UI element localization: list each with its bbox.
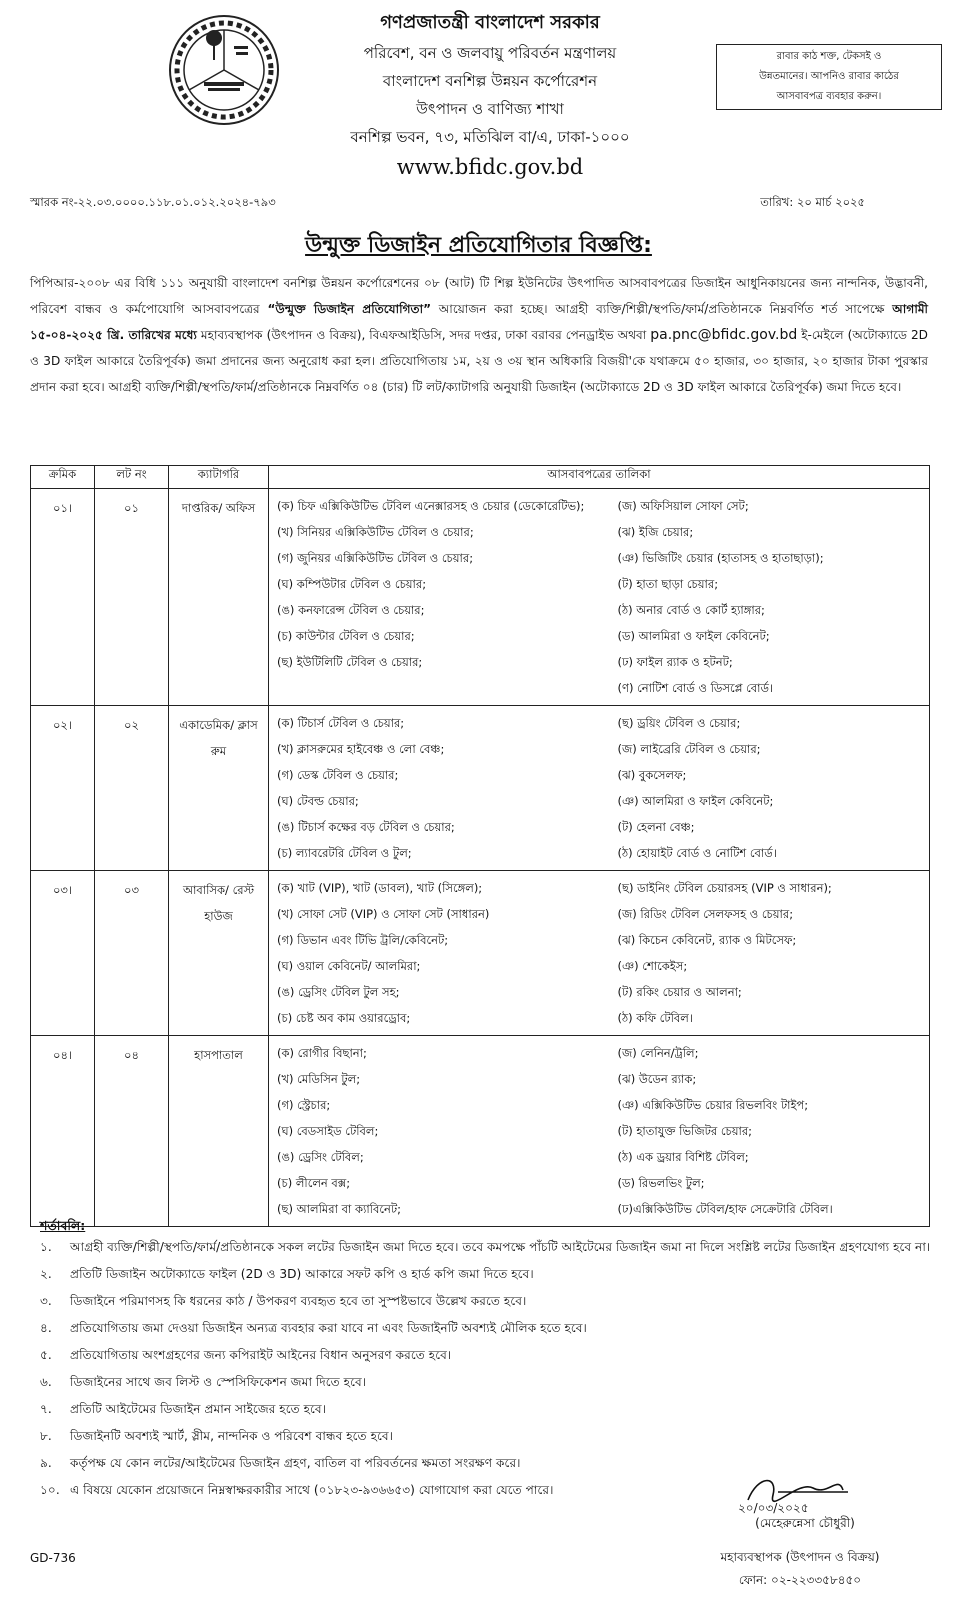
items-left xyxy=(269,489,610,706)
items-right xyxy=(610,871,930,1036)
list-item: (ঢ) ফাইল র‌্যাক ও হটনট; xyxy=(617,655,733,669)
list-item: (ঞ) আলমিরা ও ফাইল কেবিনেট; xyxy=(617,794,774,808)
row-lot: ০৩ xyxy=(95,871,169,1036)
signatory-phone: ফোন: ০২-২২৩৩৫৮৪৫০ xyxy=(738,1573,862,1587)
list-item: (ছ) আলমিরা বা ক্যাবিনেট; xyxy=(277,1202,401,1216)
list-item: (ট) হাতা ছাড়া চেয়ার; xyxy=(617,577,719,591)
terms-heading: শর্তাবলি: xyxy=(40,1218,86,1233)
header-corporation: বাংলাদেশ বনশিল্প উন্নয়ন কর্পোরেশন xyxy=(382,72,598,90)
list-item: (ঢ)এক্সিকিউটিভ টেবিল/হাফ সেক্রেটারি টেবিল। xyxy=(617,1202,833,1216)
list-item: (খ) ক্লাসরুমের হাইবেঞ্চ ও লো বেঞ্চ; xyxy=(277,742,445,756)
list-item: (ড) আলমিরা ও ফাইল কেবিনেট; xyxy=(617,629,770,643)
signature-date: ২০/০৩/২০২৫ xyxy=(738,1501,809,1514)
list-item: (ণ) নোটিশ বোর্ড ও ডিসপ্লে বোর্ড। xyxy=(617,681,774,695)
term-item xyxy=(40,1423,935,1450)
items-left xyxy=(269,871,610,1036)
list-item: (ঘ) টেবল্ড চেয়ার; xyxy=(277,794,359,808)
list-item: (ঞ) ভিজিটিং চেয়ার (হাতাসহ ও হাতাছাড়া); xyxy=(617,551,824,565)
items-right xyxy=(610,706,930,871)
header-branch: উৎপাদন ও বাণিজ্য শাখা xyxy=(416,100,564,118)
list-item: (গ) জুনিয়র এক্সিকিউটিভ টেবিল ও চেয়ার; xyxy=(277,551,474,565)
term-item xyxy=(40,1342,935,1369)
term-number: ৫. xyxy=(40,1348,52,1362)
term-text: প্রতিযোগিতায় জমা দেওয়া ডিজাইন অন্যত্র ব্যবহার করা যাবে না এবং ডিজাইনটি অবশ্যই মৌলিক হতে হবে। xyxy=(70,1321,587,1335)
header-website: www.bfidc.gov.bd xyxy=(396,155,584,179)
header-ministry: পরিবেশ, বন ও জলবায়ু পরিবর্তন মন্ত্রণালয় xyxy=(363,44,617,62)
list-item: (ঙ) টিচার্স কক্ষের বড় টেবিল ও চেয়ার; xyxy=(277,820,455,834)
intro-part-1: পিপিআর-২০০৮ এর বিধি ১১১ অনুযায়ী বাংলাদেশ বনশিল্প উন্নয়ন কর্পোরেশনের ০৮ (আট) টি শিল্প ইউনিটের উৎপাদিত আসবাবপত্রের ডিজাইন আধুনিকায়নের জন্য নান্দনিক, উদ্ভাবনী, পরিবেশ বান্ধব ও কর্মপোযোগি আসবাবপত্রের xyxy=(30,276,928,316)
notice-title: উন্মুক্ত ডিজাইন প্রতিযোগিতার বিজ্ঞপ্তি: xyxy=(305,233,652,258)
list-item: (চ) ল্যাবরেটরি টেবিল ও টুল; xyxy=(277,846,412,860)
header-address: বনশিল্প ভবন, ৭৩, মতিঝিল বা/এ, ঢাকা-১০০০ xyxy=(350,128,630,146)
list-item: (ঝ) কিচেন কেবিনেট, র‌্যাক ও মিটসেফ; xyxy=(617,933,797,947)
issue-date: তারিখ: ২০ মার্চ ২০২৫ xyxy=(760,195,865,209)
term-item xyxy=(40,1234,935,1261)
term-text: ডিজাইনের সাথে জব লিস্ট ও স্পেসিফিকেশন জমা দিতে হবে। xyxy=(70,1375,367,1389)
row-serial: ০৪। xyxy=(31,1036,95,1227)
term-text: ডিজাইনটি অবশ্যই স্মার্ট, স্লীম, নান্দনিক ও পরিবেশ বান্ধব হতে হবে। xyxy=(70,1429,394,1443)
term-number: ৬. xyxy=(40,1375,52,1389)
items-left xyxy=(269,706,610,871)
term-item xyxy=(40,1315,935,1342)
term-item xyxy=(40,1261,935,1288)
list-item: (ঘ) ওয়াল কেবিনেট/ আলমিরা; xyxy=(277,959,421,973)
list-item: (ঝ) উডেন র‌্যাক; xyxy=(617,1072,697,1086)
list-item: (ছ) ইউটিলিটি টেবিল ও চেয়ার; xyxy=(277,655,423,669)
intro-bold-deadline: আগামী ১৫-০৪-২০২৫ খ্রি. তারিখের মধ্যে xyxy=(30,302,928,342)
term-item xyxy=(40,1288,935,1315)
table-row xyxy=(31,489,930,706)
list-item: (ঙ) ড্রেসিং টেবিল টুল সহ; xyxy=(277,985,400,999)
col-lot: লট নং xyxy=(95,466,169,489)
term-number: ৩. xyxy=(40,1294,52,1308)
term-number: ৭. xyxy=(40,1402,52,1416)
term-text: এ বিষয়ে যেকোন প্রয়োজনে নিম্নস্বাক্ষরকারীর সাথে (০১৮২৩-৯৩৬৬৫৩) যোগাযোগ করা যেতে পারে। xyxy=(70,1483,554,1497)
list-item: (ক) চিফ এক্সিকিউটিভ টেবিল এনেক্সারসহ ও চেয়ার (ডেকোরেটিভ); xyxy=(277,499,585,513)
col-furniture-list: আসবাবপত্রের তালিকা xyxy=(269,466,930,489)
row-category: দাপ্তরিক/ অফিস xyxy=(169,489,269,706)
list-item: (জ) অফিসিয়াল সোফা সেট; xyxy=(617,499,749,513)
notice-line-2: উন্নতমানের। আপনিও রাবার কাঠের xyxy=(759,71,899,82)
list-item: (জ) লেনিন/ট্রলি; xyxy=(617,1046,699,1060)
intro-part-3: মহাব্যবস্থাপক (উৎপাদন ও বিক্রয়), বিএফআইডিসি, সদর দপ্তর, ঢাকা বরাবর পেনড্রাইভ অথবা xyxy=(196,328,651,342)
intro-bold-competition: “উন্মুক্ত ডিজাইন প্রতিযোগিতা” xyxy=(267,302,432,316)
submission-email: pa.pnc@bfidc.gov.bd xyxy=(650,327,798,343)
memo-number: স্মারক নং-২২.০৩.০০০০.১১৮.০১.০১২.২০২৪-৭৯৩ xyxy=(30,195,276,209)
list-item: (ঙ) কনফারেন্স টেবিল ও চেয়ার; xyxy=(277,603,425,617)
intro-part-4: ই-মেইলে (অটোক্যাডে 2D ও 3D ফাইল আকারে তৈরিপূর্বক) জমা প্রদানের জন্য অনুরোধ করা হল। প্রতিযোগিতায় ১ম, ২য় ও ৩য় স্থান অধিকারি বিজয়ী'কে যথাক্রমে ৫০ হাজার, ৩০ হাজার, ২০ হাজার টাকা পুরস্কার প্রদান করা হবে। আগ্রহী ব্যক্তি/শিল্পী/স্থপতি/ফার্ম/প্রতিষ্ঠানকে নিম্নবর্ণিত ০৪ (চার) টি লট/ক্যাটাগরি অনুযায়ী ডিজাইন (অটোক্যাডে 2D ও 3D ফাইল আকারে তৈরিপূর্বক) জমা দিতে হবে। xyxy=(30,328,928,394)
list-item: (ঞ) এক্সিকিউটিভ চেয়ার রিভলবিং টাইপ; xyxy=(617,1098,809,1112)
row-serial: ০২। xyxy=(31,706,95,871)
list-item: (জ) রিডিং টেবিল সেলফসহ ও চেয়ার; xyxy=(617,907,794,921)
term-number: ১. xyxy=(40,1240,52,1254)
term-item xyxy=(40,1396,935,1423)
header-government: গণপ্রজাতন্ত্রী বাংলাদেশ সরকার xyxy=(380,12,600,33)
list-item: (চ) কাউন্টার টেবিল ও চেয়ার; xyxy=(277,629,415,643)
list-item: (খ) মেডিসিন টুল; xyxy=(277,1072,361,1086)
term-text: প্রতিযোগিতায় অংশগ্রহণের জন্য কপিরাইট আইনের বিধান অনুসরণ করতে হবে। xyxy=(70,1348,452,1362)
table-header-row xyxy=(31,466,930,489)
table-row xyxy=(31,706,930,871)
list-item: (ট) রকিং চেয়ার ও আলনা; xyxy=(617,985,742,999)
row-category: একাডেমিক/ ক্লাস রুম xyxy=(169,706,269,871)
intro-paragraph xyxy=(30,270,928,400)
list-item: (চ) লীলেন বক্স; xyxy=(277,1176,351,1190)
table-row xyxy=(31,1036,930,1227)
term-text: প্রতিটি ডিজাইন অটোক্যাডে ফাইল (2D ও 3D) আকারে সফট কপি ও হার্ড কপি জমা দিতে হবে। xyxy=(70,1267,534,1281)
row-category: আবাসিক/ রেস্ট হাউজ xyxy=(169,871,269,1036)
list-item: (ঞ) শোকেইস; xyxy=(617,959,688,973)
list-item: (ঠ) হোয়াইট বোর্ড ও নোটিশ বোর্ড। xyxy=(617,846,777,860)
list-item: (জ) লাইব্রেরি টেবিল ও চেয়ার; xyxy=(617,742,761,756)
row-lot: ০৪ xyxy=(95,1036,169,1227)
term-item xyxy=(40,1369,935,1396)
list-item: (ছ) ডাইনিং টেবিল চেয়ারসহ (VIP ও সাধারন); xyxy=(617,881,832,895)
list-item: (ক) টিচার্স টেবিল ও চেয়ার; xyxy=(277,716,405,730)
handwritten-signature xyxy=(718,1470,898,1514)
terms-list xyxy=(40,1234,935,1504)
items-left xyxy=(269,1036,610,1227)
items-right xyxy=(610,1036,930,1227)
row-lot: ০১ xyxy=(95,489,169,706)
term-text: আগ্রহী ব্যক্তি/শিল্পী/স্থপতি/ফার্ম/প্রতিষ্ঠানকে সকল লটের ডিজাইন জমা দিতে হবে। তবে কমপক্ষে পাঁচটি আইটেমের ডিজাইন জমা না দিলে সংশ্লিষ্ট লটের ডিজাইন গ্রহণযোগ্য হবে না। xyxy=(70,1240,931,1254)
list-item: (ঠ) এক ড্রয়ার বিশিষ্ট টেবিল; xyxy=(617,1150,749,1164)
term-number: ১০. xyxy=(40,1483,60,1497)
term-number: ৮. xyxy=(40,1429,52,1443)
intro-part-2: আয়োজন করা হচ্ছে। আগ্রহী ব্যক্তি/শিল্পী/স্থপতি/ফার্ম/প্রতিষ্ঠানকে নিম্নবর্ণিত শর্ত সাপেক্ষে xyxy=(431,302,893,316)
furniture-lot-table xyxy=(30,465,930,1227)
list-item: (ঝ) বুকসেলফ; xyxy=(617,768,687,782)
list-item: (গ) স্ট্রেচার; xyxy=(277,1098,331,1112)
notice-line-1: রাবার কাঠ শক্ত, টেকসই ও xyxy=(776,51,882,62)
list-item: (ট) হেলনা বেঞ্চ; xyxy=(617,820,695,834)
list-item: (চ) চেষ্ট অব কাম ওয়ারড্রোব; xyxy=(277,1011,411,1025)
signatory-designation: মহাব্যবস্থাপক (উৎপাদন ও বিক্রয়) xyxy=(720,1550,880,1564)
list-item: (ট) হাতাযুক্ত ভিজিটর চেয়ার; xyxy=(617,1124,753,1138)
col-serial: ক্রমিক xyxy=(31,466,95,489)
signatory-name: (মেহেরুন্নেসা চৌধুরী) xyxy=(755,1516,855,1530)
row-serial: ০৩। xyxy=(31,871,95,1036)
list-item: (ক) খাট (VIP), খাট (ডাবল), খাট (সিঙ্গেল); xyxy=(277,881,483,895)
list-item: (ছ) ড্রয়িং টেবিল ও চেয়ার; xyxy=(617,716,741,730)
row-lot: ০২ xyxy=(95,706,169,871)
list-item: (ঘ) কম্পিউটার টেবিল ও চেয়ার; xyxy=(277,577,427,591)
list-item: (ঙ) ড্রেসিং টেবিল; xyxy=(277,1150,364,1164)
term-number: ৯. xyxy=(40,1456,52,1470)
list-item: (খ) সিনিয়র এক্সিকিউটিভ টেবিল ও চেয়ার; xyxy=(277,525,474,539)
list-item: (গ) ডেস্ক টেবিল ও চেয়ার; xyxy=(277,768,399,782)
table-row xyxy=(31,871,930,1036)
items-right xyxy=(610,489,930,706)
list-item: (ক) রোগীর বিছানা; xyxy=(277,1046,367,1060)
term-number: ৪. xyxy=(40,1321,52,1335)
row-category: হাসপাতাল xyxy=(169,1036,269,1227)
term-text: প্রতিটি আইটেমের ডিজাইন প্রমান সাইজের হতে হবে। xyxy=(70,1402,327,1416)
bfidc-logo xyxy=(164,10,284,130)
rubber-wood-notice-box xyxy=(716,44,942,110)
col-category: ক্যাটাগরি xyxy=(169,466,269,489)
list-item: (ঘ) বেডসাইড টেবিল; xyxy=(277,1124,379,1138)
list-item: (খ) সোফা সেট (VIP) ও সোফা সেট (সাধারন) xyxy=(277,907,490,921)
footer-code: GD-736 xyxy=(30,1551,76,1565)
list-item: (ড) রিভলভিং টুল; xyxy=(617,1176,705,1190)
list-item: (ঝ) ইজি চেয়ার; xyxy=(617,525,694,539)
term-text: ডিজাইনে পরিমাণসহ কি ধরনের কাঠ / উপকরণ ব্যবহৃত হবে তা সুস্পষ্টভাবে উল্লেখ করতে হবে। xyxy=(70,1294,527,1308)
row-serial: ০১। xyxy=(31,489,95,706)
notice-line-3: আসবাবপত্র ব্যবহার করুন। xyxy=(776,91,882,102)
term-text: কর্তৃপক্ষ যে কোন লটের/আইটেমের ডিজাইন গ্রহণ, বাতিল বা পরিবর্তনের ক্ষমতা সংরক্ষণ করে। xyxy=(70,1456,521,1470)
list-item: (গ) ডিভান এবং টিভি ট্রলি/কেবিনেট; xyxy=(277,933,449,947)
term-number: ২. xyxy=(40,1267,52,1281)
list-item: (ঠ) কফি টেবিল। xyxy=(617,1011,693,1025)
list-item: (ঠ) অনার বোর্ড ও কোর্ট হ্যাঙ্গার; xyxy=(617,603,765,617)
